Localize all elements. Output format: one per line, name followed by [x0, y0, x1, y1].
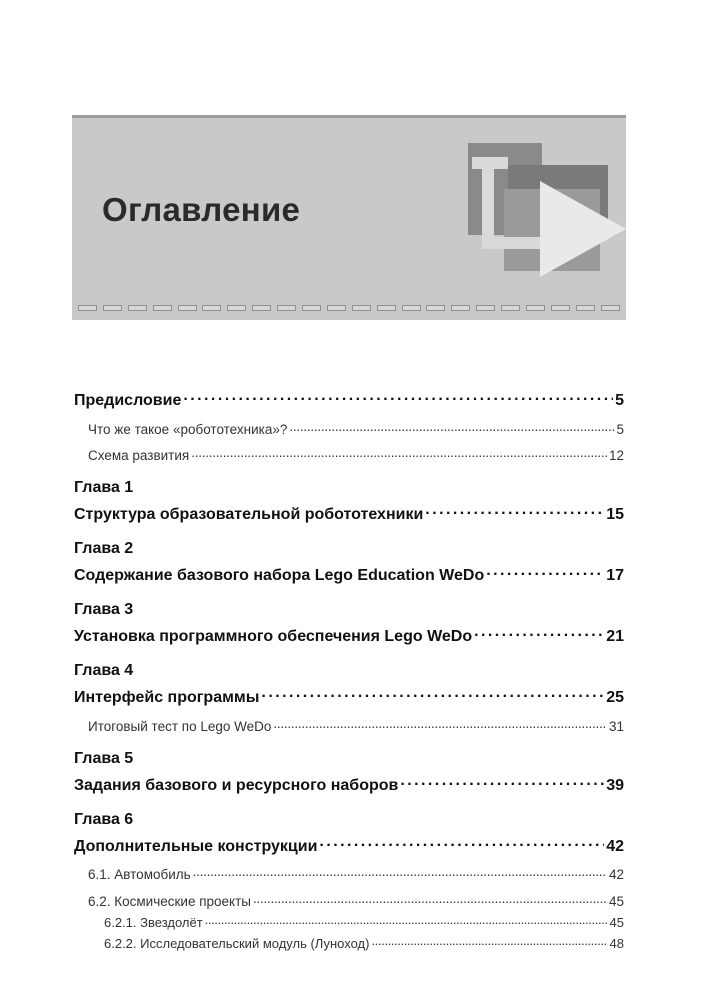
- leader-dots: [253, 892, 607, 906]
- leader-dots: [289, 420, 614, 434]
- chapter-heading: Глава 1: [74, 479, 134, 496]
- leader-dots: [425, 503, 604, 519]
- toc-entry-chapter-4[interactable]: [74, 686, 624, 707]
- toc-page-number: 25: [606, 689, 624, 706]
- leader-dots: [474, 625, 604, 641]
- toc-page-number: 5: [616, 421, 624, 437]
- toc-entry-development-scheme[interactable]: [74, 447, 624, 464]
- leader-dots: [273, 717, 607, 731]
- leader-dots: [319, 835, 604, 851]
- toc-entry-chapter-1[interactable]: [74, 503, 624, 524]
- toc-page-number: 17: [606, 567, 624, 584]
- toc-entry-label: 6.2.2. Исследовательский модуль (Луноход): [104, 935, 370, 951]
- toc-page-number: 48: [609, 935, 624, 951]
- chapter-heading: Глава 2: [74, 540, 134, 557]
- toc-entry-space-projects[interactable]: [74, 892, 624, 909]
- leader-dots: [183, 389, 613, 405]
- toc-entry-lunar-rover[interactable]: [74, 935, 624, 951]
- toc-entry-label: Схема развития: [88, 448, 190, 463]
- toc-entry-chapter-5[interactable]: [74, 774, 624, 795]
- leader-dots: [371, 935, 607, 948]
- toc-page-number: 45: [608, 893, 624, 909]
- banner-dash-strip: [78, 305, 620, 313]
- chapter-heading: Глава 5: [74, 749, 134, 767]
- toc-page-number: 15: [606, 506, 624, 523]
- chapter-heading: Глава 4: [74, 662, 134, 679]
- page-title: Оглавление: [102, 191, 301, 228]
- chapter-heading: Глава 3: [74, 601, 134, 618]
- toc-entry-label: Структура образовательной робототехники: [74, 506, 424, 523]
- toc-entry-chapter-3[interactable]: [74, 625, 624, 646]
- toc-page-number: 42: [608, 867, 624, 882]
- toc-entry-label: Задания базового и ресурсного наборов: [74, 776, 399, 794]
- leader-dots: [191, 447, 607, 461]
- toc-entry-final-test[interactable]: [74, 717, 624, 734]
- leader-dots: [205, 914, 608, 927]
- toc-entry-starship[interactable]: [74, 914, 624, 930]
- toc-entry-label: Дополнительные конструкции: [74, 837, 318, 855]
- toc-entry-chapter-2[interactable]: [74, 564, 624, 585]
- chapter-heading: Глава 6: [74, 810, 134, 828]
- leader-dots: [486, 564, 604, 580]
- toc-page-number: 12: [608, 448, 624, 463]
- table-of-contents: [74, 383, 624, 951]
- title-banner: [72, 115, 626, 320]
- toc-entry-label: Содержание базового набора Lego Education WeDo: [74, 567, 485, 584]
- toc-entry-label: Итоговый тест по Lego WeDo: [88, 718, 272, 734]
- toc-page-number: 45: [609, 914, 624, 930]
- toc-entry-label: Что же такое «робототехника»?: [88, 421, 288, 437]
- leader-dots: [261, 686, 604, 702]
- leader-dots: [193, 866, 607, 880]
- toc-entry-preface[interactable]: [74, 389, 624, 410]
- toc-entry-label: Интерфейс программы: [74, 689, 260, 706]
- toc-entry-chapter-6[interactable]: [74, 835, 624, 856]
- toc-entry-label: Предисловие: [74, 392, 182, 409]
- banner-top-line: [72, 115, 626, 118]
- toc-page-number: 21: [606, 628, 624, 645]
- toc-page-number: 5: [615, 392, 624, 409]
- toc-entry-what-is-robotics[interactable]: [74, 420, 624, 437]
- arrow-decoration-icon: [468, 143, 626, 278]
- toc-entry-label: Установка программного обеспечения Lego WeDo: [74, 628, 473, 645]
- toc-entry-label: 6.2. Космические проекты: [88, 893, 251, 909]
- leader-dots: [400, 774, 604, 790]
- toc-page-number: 42: [606, 837, 624, 855]
- toc-page-number: 31: [608, 718, 624, 734]
- toc-entry-car[interactable]: [74, 866, 624, 883]
- toc-entry-label: 6.1. Автомобиль: [88, 867, 191, 882]
- toc-page-number: 39: [606, 776, 624, 794]
- toc-entry-label: 6.2.1. Звездолёт: [104, 914, 203, 930]
